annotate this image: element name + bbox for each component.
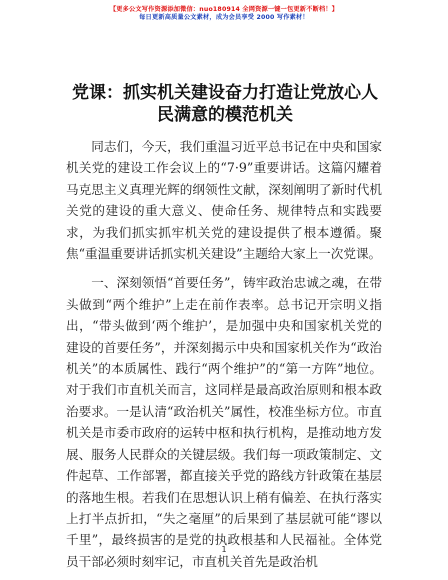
banner-promo-subline: 每日更新高质量公文素材，成为会员享受 2000 写作素材！ (139, 14, 309, 21)
banner-promo-line: 【更多公文写作资源添加微信：nuo180914 全网资源一键一包更新不断档！】 (109, 6, 339, 13)
header-banner (0, 6, 448, 22)
document-body (66, 136, 382, 580)
page-number: 1 (221, 545, 227, 554)
body-paragraph: 一、深刻领悟“首要任务”，铸牢政治忠诚之魂，在带头做到“两个维护”上走在前作表率。总书记开宗明义指出，“带头做到‘两个维护’，是加强中央和国家机关党的建设的首要任务”，并深刻揭示中央和国家机关作为“政治机关”的本质属性、践行“两个维护”的“第一方阵”地位。对于我们市直机关而言，这同样是最高政治原则和根本政治要求。一是认清“政治机关”属性，校准坐标方位。市直机关是市委市政府的运转中枢和执行机构，是推动地方发展、服务人民群众的关键层级。我们每一项政策制定、文件起草、工作部署，都直接关乎党的路线方针政策在基层的落地生根。若我们在思想认识上稍有偏差、在执行落实上打半点折扣，“失之毫厘”的后果到了基层就可能“谬以千里”，最终损害的是党的执政根基和人民福祉。全体党员干部必须时刻牢记，市直机关首先是政治机 (66, 275, 382, 569)
body-paragraph: 同志们，今天，我们重温习近平总书记在中央和国家机关党的建设工作会议上的“7·9”重要讲话。这篇闪耀着马克思主义真理光辉的纲领性文献，深刻阐明了新时代机关党的建设的重大意义、使命任务、规律特点和实践要求，为我们抓实抓牢机关党的建设提供了根本遵循。聚焦“重温重要讲话抓实机关建设”主题给大家上一次党课。 (66, 139, 382, 262)
document-title: 党课：抓实机关建设奋力打造让党放心人民满意的模范机关 (72, 83, 378, 125)
